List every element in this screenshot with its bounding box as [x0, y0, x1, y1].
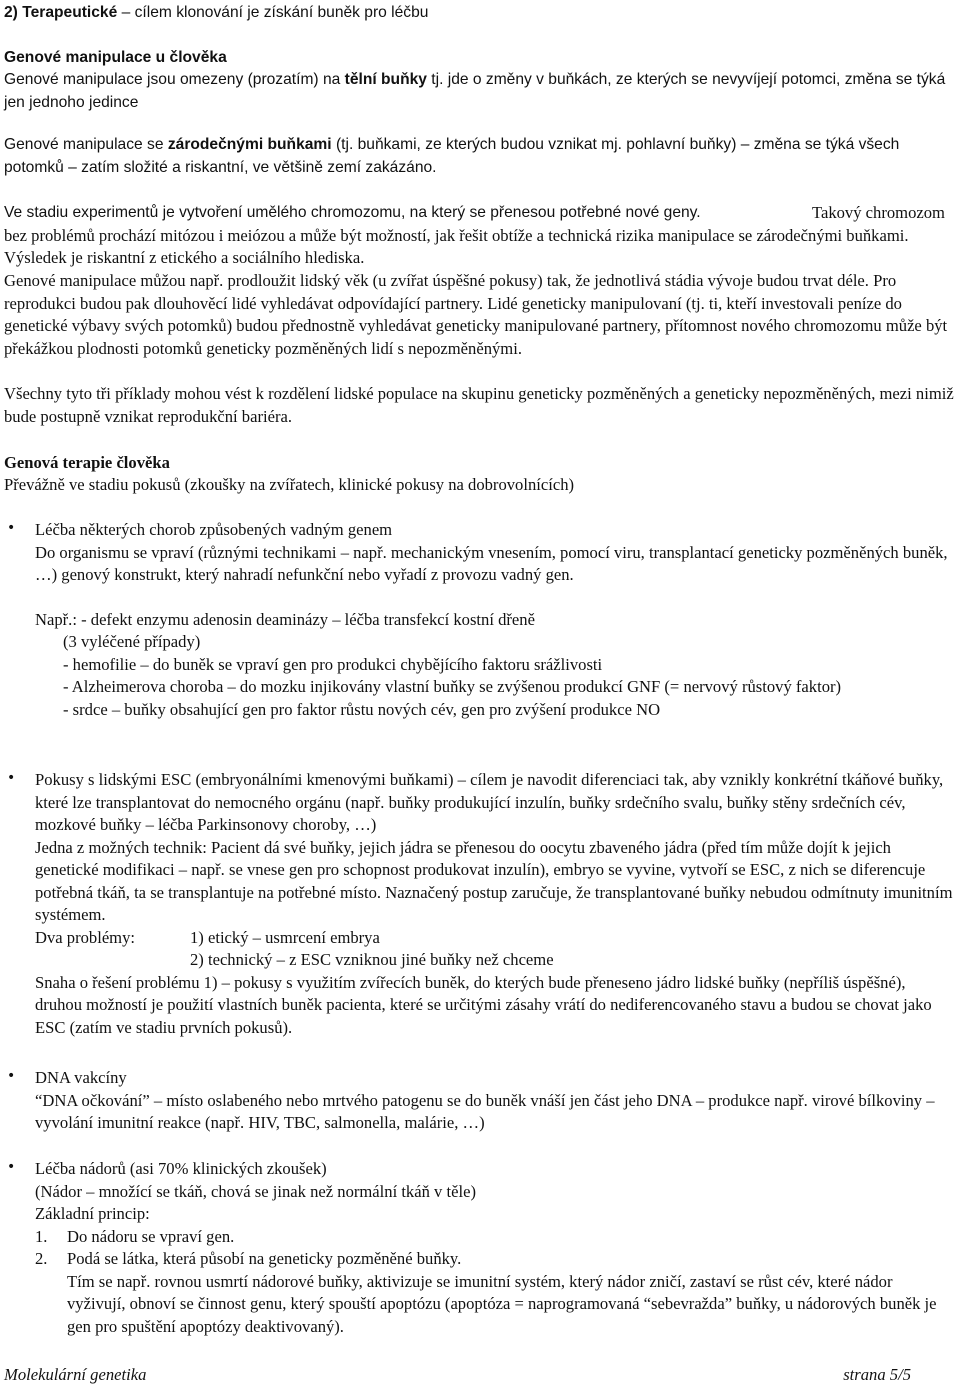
gm-p1-a: Genové manipulace jsou omezeny (prozatím) na [4, 71, 345, 88]
gm-p2-bold: zárodečnými buňkami [167, 136, 332, 153]
bullet-2 [35, 769, 955, 1039]
b1-ex3: - Alzheimerova choroba – do mozku injikovány vlastní buňky se zvýšenou produkcí GNF (= nervový růstový faktor) [63, 677, 842, 696]
gm-p2-b: (tj. buňkami, ze kterých budou vznikat mj. pohlavní buňky) – změna se týká všech potomků – zatím složité a riskantní, ve většině zemí zakázáno. [4, 136, 900, 176]
b4-step-2-detail: Tím se např. rovnou usmrtí nádorové buňky, aktivizuje se imunitní systém, který nádor zničí, zastaví se růst cév, které nádor vyživují, obnoví se činnost genu, který spouští apoptózu (apoptóza = naprogramovaná “sebevražda” buňky, u nádorových buněk je gen pro spuštění apoptózy deaktivovaný). [67, 1271, 937, 1336]
b4-step-2-number: 2. [35, 1249, 48, 1268]
b2-p1: Pokusy s lidskými ESC (embryonálními kmenovými buňkami) – cílem je navodit diferenciaci tak, aby vznikly konkrétní tkáňové buňky, které lze transplantovat do nemocného orgánu (např. buňky produkující inzulín, buňky srdečního svalu, buňky stěny srdečních cév, mozkové buňky – léčba Parkinsonovy choroby, …) [35, 770, 944, 834]
gt-title-text: Genová terapie člověka [4, 453, 170, 472]
section-number: 2) [4, 4, 18, 21]
b4-step-1-text: Do nádoru se vpraví gen. [67, 1226, 235, 1246]
b1-title: Léčba některých chorob způsobených vadným genem [35, 520, 393, 539]
gt-intro [4, 474, 956, 497]
b3-title: DNA vakcíny [35, 1068, 127, 1087]
gt-title [4, 452, 956, 475]
b3-text: “DNA očkování” – místo oslabeného nebo mrtvého patogenu se do buněk vnáší jen část jeho DNA – produkce např. virové bílkoviny – vyvolání imunitní reakce (např. HIV, TBC, salmonella, malárie, …) [35, 1090, 935, 1132]
gm-paragraph-2 [4, 134, 956, 179]
b2-p2: Jedna z možných technik: Pacient dá své buňky, jejich jádra se přenesou do oocytu zbaveného jádra (před tím může dojít k jejich genetické modifikaci – např. se vnese gen pro schopnost produkovat inzulín), embryo se vyvine, vytvoří se ESC, z nich se diferencuje potřebná tkáň, ta se transplantuje na potřebné místo. Naznačený postup zaručuje, že transplantované buňky nebudou odmítnuty imunitním systémem. [35, 837, 953, 924]
section-title-rest: – cílem klonování je získání buněk pro léčbu [117, 4, 429, 21]
bullet-4 [35, 1158, 955, 1338]
b1-ex4: - srdce – buňky obsahující gen pro faktor růstu nových cév, gen pro zvýšení produkce NO [63, 699, 661, 719]
bullet-1 [35, 519, 955, 721]
b1-ex2: - hemofilie – do buněk se vpraví gen pro produkci chybějícího faktoru srážlivosti [63, 654, 603, 674]
footer-title: Molekulární genetika [4, 1365, 147, 1384]
bullet-3-icon: • [7, 1068, 16, 1084]
b1-example-label: Např.: [35, 609, 82, 629]
page-footer [4, 1364, 911, 1387]
b4-step-1-number: 1. [35, 1226, 48, 1246]
gm-paragraph-1 [4, 69, 956, 114]
b2-problems-2 [35, 949, 955, 972]
b4-title: Léčba nádorů (asi 70% klinických zkoušek) [35, 1159, 327, 1178]
b2-p3: Snaha o řešení problému 1) – pokusy s využitím zvířecích buněk, do kterých bude přeneseno jádro lidské buňky (nepříliš úspěšné), druhou možností je použití vlastních buněk pacienta, které se určitými zásahy vrátí do nediferencovaného stavu a budou se chovat jako ESC (zatím ve stadiu prvních pokusů). [35, 972, 932, 1037]
b1-example-1 [35, 609, 955, 632]
b2-problems [35, 927, 955, 950]
b4-step-2 [35, 1248, 955, 1271]
bullet-4-icon: • [7, 1159, 16, 1175]
b4-line3: Základní princip: [35, 1204, 150, 1223]
b4-line2: (Nádor – množící se tkáň, chová se jinak než normální tkáň v těle) [35, 1181, 476, 1201]
gm-paragraph-5 [4, 270, 956, 360]
b2-problem-2: 2) technický – z ESC vzniknou jiné buňky než chceme [190, 950, 554, 969]
gm-p1-bold: tělní buňky [344, 71, 427, 88]
gm-paragraph-6 [4, 383, 956, 428]
b2-problems-label: Dva problémy: [35, 927, 136, 947]
bullet-2-icon: • [7, 770, 16, 786]
gm-title-text: Genové manipulace u člověka [4, 49, 227, 66]
section-heading [4, 2, 956, 25]
bullet-1-icon: • [7, 520, 16, 536]
bullet-3 [35, 1067, 955, 1135]
b1-ex1: - defekt enzymu adenosin deaminázy – léčba transfekcí kostní dřeně [81, 609, 535, 629]
gm-p3: Ve stadiu experimentů je vytvoření umělého chromozomu, na který se přenesou potřebné nové geny. [4, 204, 701, 221]
b1-text: Do organismu se vpraví (různými technikami – např. mechanickým vnesením, pomocí viru, transplantací geneticky pozměněných buněk, …) genový konstrukt, který nahradí nefunkční nebo vyřadí z provozu vadný gen. [35, 542, 948, 584]
gm-p2-a: Genové manipulace se [4, 136, 168, 153]
gt-intro-text: Převážně ve stadiu pokusů (zkoušky na zvířatech, klinické pokusy na dobrovolnících) [4, 475, 575, 494]
b1-ex1b: (3 vyléčené případy) [63, 632, 201, 651]
gm-paragraph-4 [4, 202, 956, 270]
gm-p4: Takový chromozom bez problémů prochází mitózou i meiózou a může být možností, jak řešit obtíže a technická rizika manipulace se zárodečnými buňkami. Výsledek je riskantní z etického a sociálního hlediska. [4, 203, 945, 267]
gm-p6: Všechny tyto tři příklady mohou vést k rozdělení lidské populace na skupinu geneticky pozměněných a geneticky nepozměněných, mezi nimiž bude postupně vznikat reprodukční bariéra. [4, 384, 954, 426]
gm-title [4, 47, 956, 70]
section-title: Terapeutické [22, 4, 118, 21]
gm-p1-b: tj. jde o změny v buňkách, ze kterých se nevyvíjejí potomci, změna se týká jen jednoho jedince [4, 71, 946, 111]
footer-page-number: strana 5/5 [843, 1365, 911, 1384]
b4-step-1 [35, 1226, 955, 1249]
b2-problem-1: 1) etický – usmrcení embrya [190, 927, 380, 947]
b4-step-2-text: Podá se látka, která působí na geneticky pozměněné buňky. [67, 1249, 462, 1268]
gm-p5: Genové manipulace můžou např. prodloužit lidský věk (u zvířat úspěšné pokusy) tak, že jednotlivá stádia vývoje budou trvat déle. Pro reprodukci budou pak dlouhověcí lidé vyhledávat odpovídající partnery. Lidé geneticky manipulovaní (tj. ti, kteří investovali peníze do genetické výbavy svých potomků) budou přednostně vyhledávat geneticky manipulované partnery, přítomnost nového chromozomu může být překážkou plodnosti potomků geneticky pozměněných lidí s nepozměněnými. [4, 271, 948, 358]
